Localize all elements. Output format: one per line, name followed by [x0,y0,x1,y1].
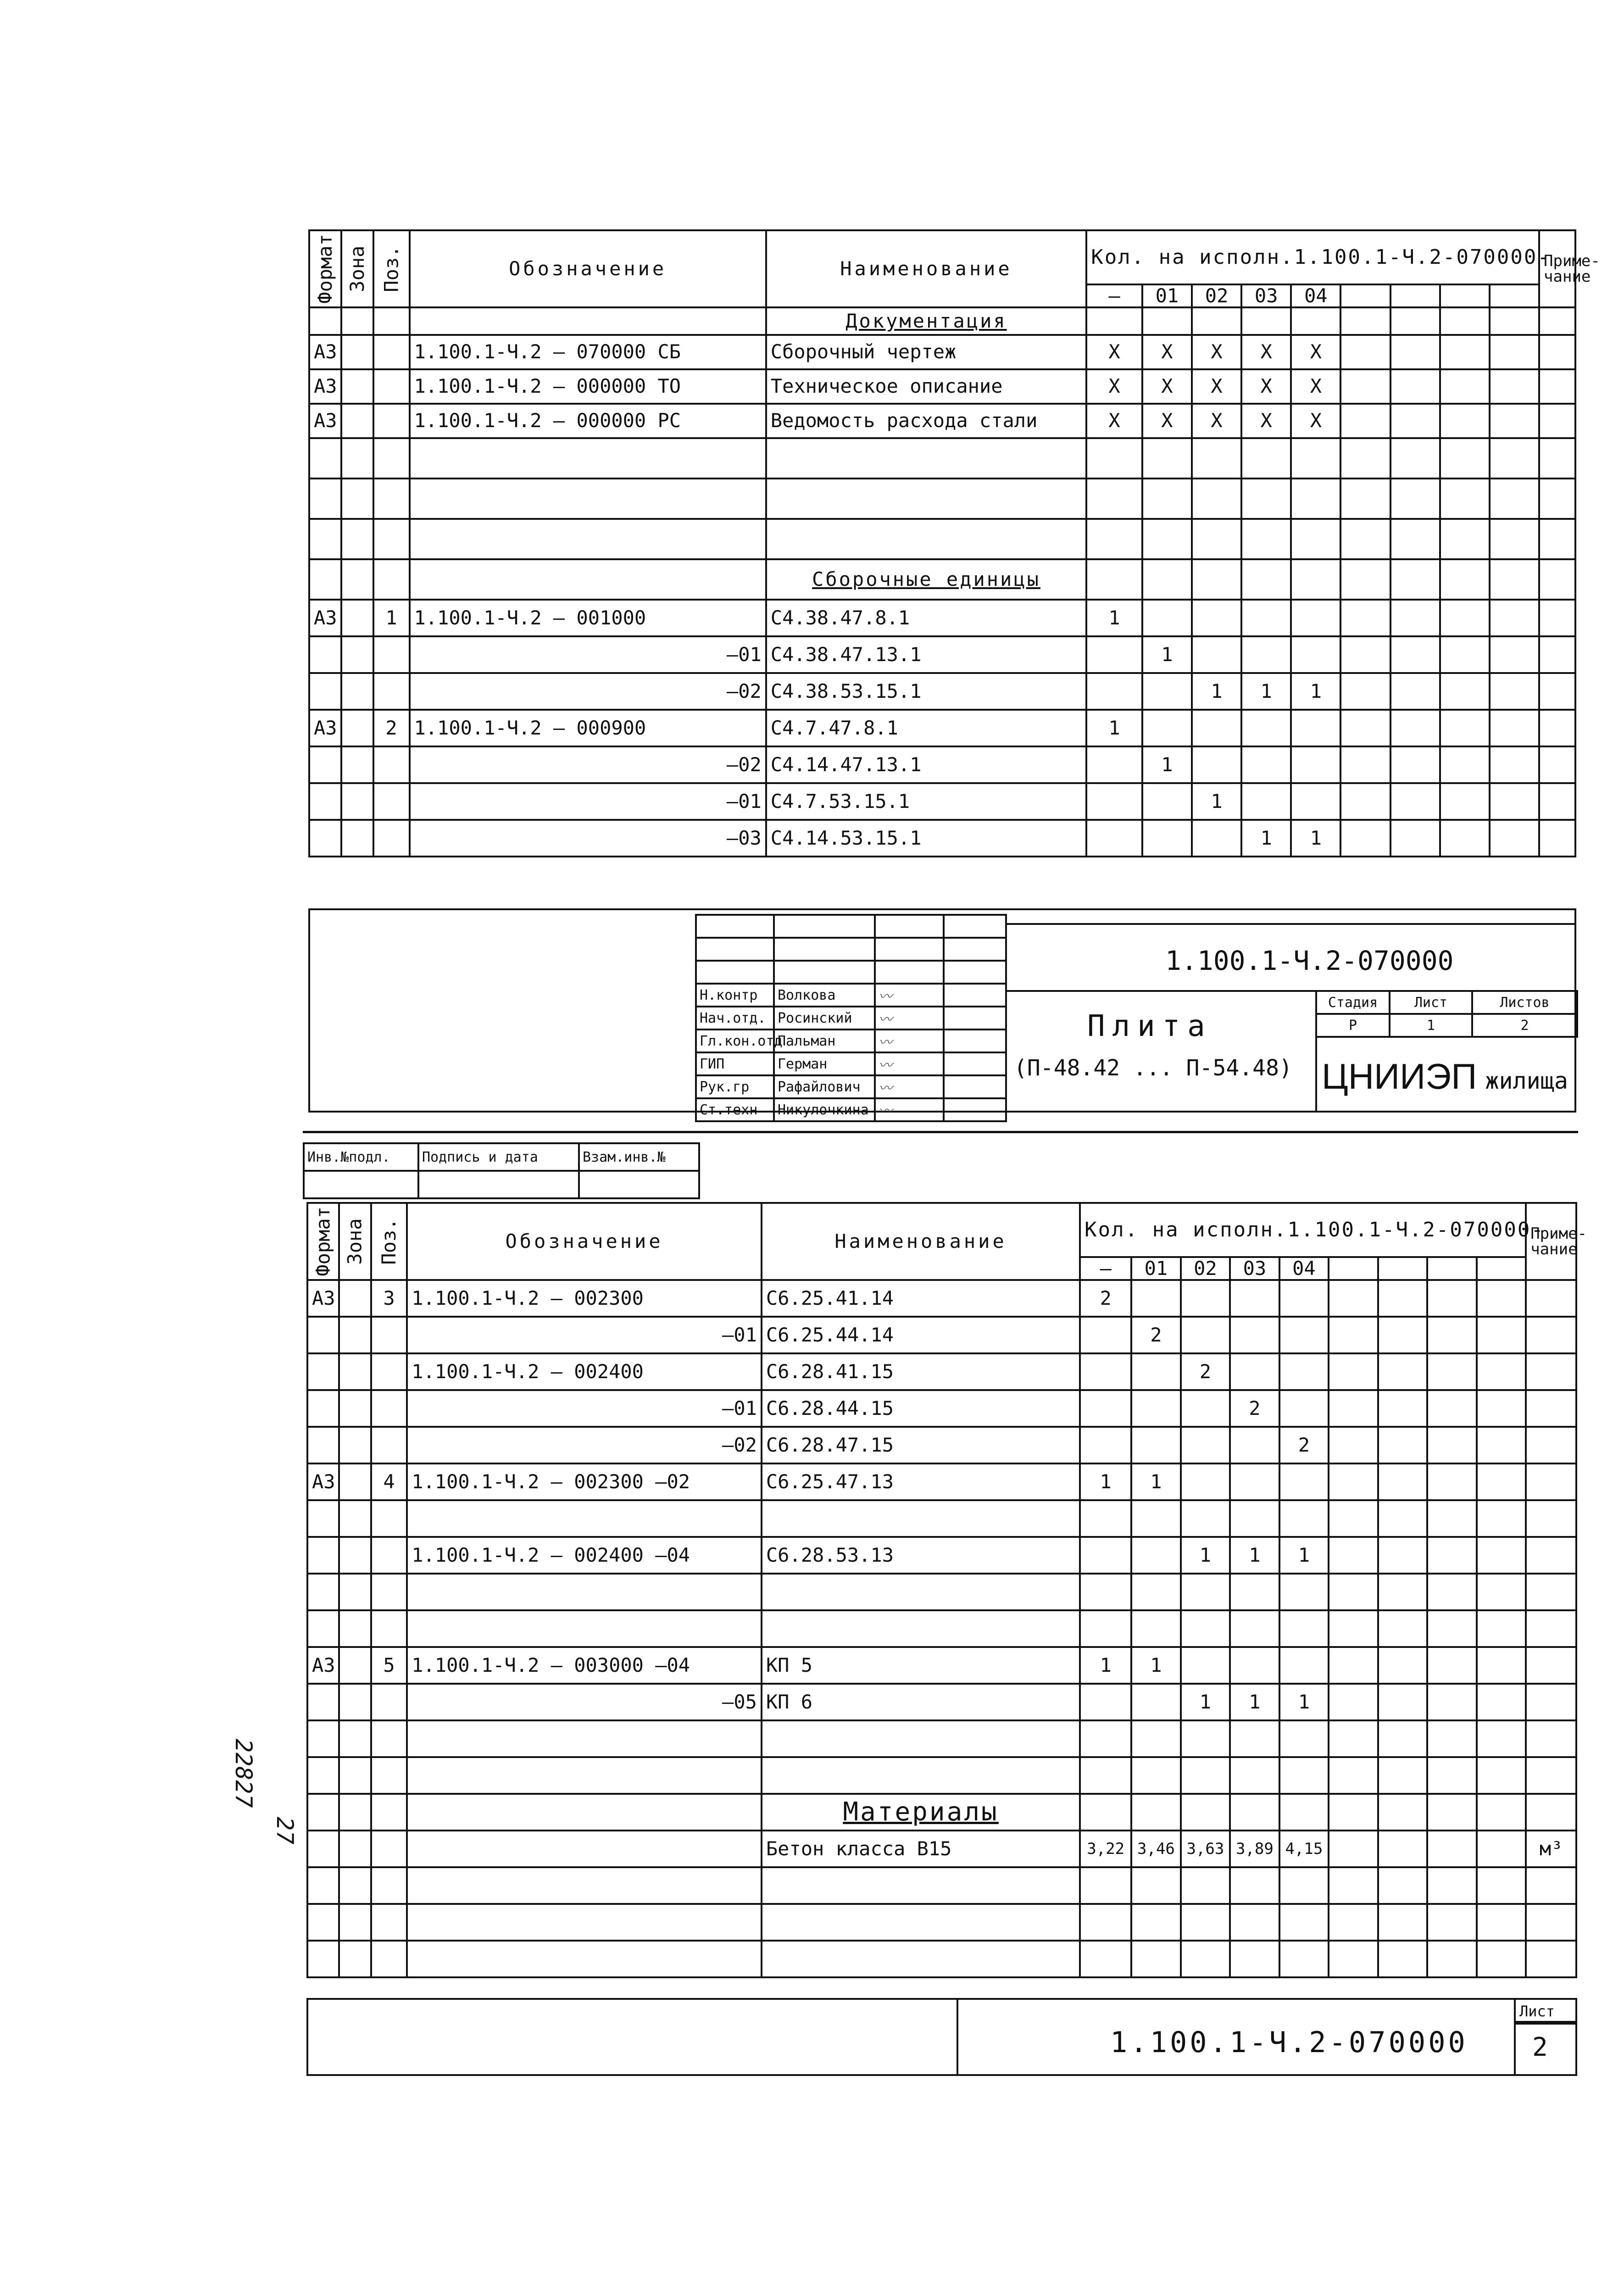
spec-table-sheet1 [308,229,1600,857]
col-note-header: Приме-чание [1526,1203,1576,1280]
table-row [307,1610,1576,1647]
col-zone-header: Зона [339,1203,371,1280]
staff-row: Н.контр Волкова 〰 [696,984,1006,1007]
table-row: А3 2 1.100.1-Ч.2 — 000900 С4.7.47.8.1 1 [309,710,1575,746]
sheet-label: Лист [1390,991,1472,1014]
staff-row: Нач.отд. Росинский 〰 [696,1007,1006,1029]
inv-label: Инв.№подл. [304,1143,418,1171]
vzam-label: Взам.инв.№ [579,1143,699,1171]
table-row: А3 3 1.100.1-Ч.2 — 002300 С6.25.41.14 2 [307,1280,1576,1317]
variant-header-04: 04 [1291,284,1340,307]
signature: 〰 [875,1052,944,1075]
staff-row: Гл.кон.отд Пальман 〰 [696,1029,1006,1052]
section-docs-title: Документация [766,307,1086,335]
title-name-box [1005,990,1317,1113]
doc-rows [309,335,1575,438]
table-row: А3 1.100.1-Ч.2 — 000000 ТО Техническое описание X X X X X [309,369,1575,404]
section-materials-title: Материалы [762,1794,1080,1831]
table-row: А3 5 1.100.1-Ч.2 — 003000 —04 КП 5 1 1 [307,1647,1576,1684]
table-row: —01 С6.25.44.14 2 [307,1317,1576,1353]
side-stamp-table [303,1142,700,1199]
table-row: —03 С4.14.53.15.1 1 1 [309,820,1575,857]
spec-table-sheet2: Формат Зона Поз. Обозначение Наименование Кол. на исполн.1.100.1-Ч.2-070000- Приме-чание — 01 02 03 04 А3 3 1.100.1-Ч.2 — 002300 С6.25.41.14 2 —01 С6.25.44.14 2 1.100.1-Ч.2 — 002400 С6.28.41.15 2 —01 С6.28.44.15 2 —02 С6.28.47.15 2 А3 4 1.100.1-Ч.2 — 002300 —02 С6.25.47.13 1 1 1.100.1-Ч.2 — 002400 —04 С6.28.53.13 1 1 1 А3 5 1.100.1-Ч.2 — 003000 —04 КП 5 1 1 —05 КП 6 1 1 1 Материалы Бетон класса В15 3,22 3,46 3,63 3,89 4,15 м³ [306,1202,1577,1978]
table-row: 1.100.1-Ч.2 — 002400 —04 С6.28.53.13 1 1 1 [307,1537,1576,1574]
sheet-number: 2 [1532,2032,1548,2062]
document-code: 1.100.1-Ч.2-070000 [1165,945,1454,976]
sheet2-document-code: 1.100.1-Ч.2-070000 [1110,2025,1468,2059]
table-row: —05 КП 6 1 1 1 [307,1684,1576,1720]
col-pos-header: Поз. [373,230,410,307]
margin-number-2: 27 [272,1817,298,1845]
col-zone-header: Зона [341,230,373,307]
variant-header-03: 03 [1241,284,1291,307]
variant-header-base: — [1086,284,1142,307]
staff-signature-table [695,914,1007,1122]
sheets-label: Листов [1472,991,1577,1014]
table-row [307,1500,1576,1537]
stage-sheet-table [1315,990,1578,1115]
margin-number-1: 22827 [230,1739,257,1808]
sheet-value: 1 [1390,1014,1472,1037]
table-row: А3 1.100.1-Ч.2 — 070000 СБ Сборочный чертеж X X X X X [309,335,1575,369]
signature: 〰 [875,984,944,1007]
table-row: —01 С4.7.53.15.1 1 [309,783,1575,820]
col-qty-header: Кол. на исполн.1.100.1-Ч.2-070000- [1086,230,1539,284]
stage-value: Р [1316,1014,1390,1037]
table-row: —01 С4.38.47.13.1 1 [309,636,1575,673]
variant-header-02: 02 [1192,284,1241,307]
sign-date-label: Подпись и дата [418,1143,579,1171]
sheets-value: 2 [1472,1014,1577,1037]
unit-m3: м³ [1526,1831,1576,1867]
table-row: —02 С4.38.53.15.1 1 1 1 [309,673,1575,710]
col-name-header: Наименование [766,230,1086,307]
signature: 〰 [875,1098,944,1121]
table-row: А3 1.100.1-Ч.2 — 000000 РС Ведомость расхода стали X X X X X [309,404,1575,438]
section-assemblies-title: Сборочные единицы [766,559,1086,600]
sheet-divider-line [303,1131,1578,1133]
table-row: —02 С6.28.47.15 2 [307,1427,1576,1463]
signature: 〰 [875,1029,944,1052]
col-name-header: Наименование [762,1203,1080,1280]
col-pos-header: Поз. [371,1203,407,1280]
staff-row: Рук.гр Рафайлович 〰 [696,1075,1006,1098]
table-row: —02 С4.14.47.13.1 1 [309,746,1575,783]
col-format-header: Формат [307,1203,339,1280]
organization-name-2: жилища [1485,1067,1568,1094]
signature: 〰 [875,1075,944,1098]
col-note-header: Приме-чание [1539,230,1575,307]
signature: 〰 [875,1007,944,1029]
assembly-rows [309,600,1575,857]
table-row: А3 4 1.100.1-Ч.2 — 002300 —02 С6.25.47.13 1 1 [307,1463,1576,1500]
table-row: —01 С6.28.44.15 2 [307,1390,1576,1427]
staff-row: Ст.техн Никулочкина 〰 [696,1098,1006,1121]
stage-label: Стадия [1316,991,1390,1014]
table-row: 1.100.1-Ч.2 — 002400 С6.28.41.15 2 [307,1353,1576,1390]
col-qty-header: Кол. на исполн.1.100.1-Ч.2-070000- [1080,1203,1526,1257]
sheet-number-label: Лист [1519,2003,1555,2020]
col-designation-header: Обозначение [407,1203,762,1280]
organization-name: ЦНИИЭП [1322,1056,1477,1096]
document-subtitle: (П-48.42 ... П-54.48) [1014,1055,1292,1081]
col-format-header: Формат [309,230,341,307]
organization-cell [1316,1037,1577,1115]
sheet-number-divider [1514,2021,1577,2025]
staff-row: ГИП Герман 〰 [696,1052,1006,1075]
material-row: Бетон класса В15 3,22 3,46 3,63 3,89 4,15 м³ [307,1831,1576,1867]
document-title: Плита [1087,1009,1212,1043]
table-row: А3 1 1.100.1-Ч.2 — 001000 С4.38.47.8.1 1 [309,600,1575,636]
col-designation-header: Обозначение [410,230,766,307]
variant-header-01: 01 [1142,284,1192,307]
part-rows [307,1280,1576,1720]
table-row [307,1574,1576,1610]
